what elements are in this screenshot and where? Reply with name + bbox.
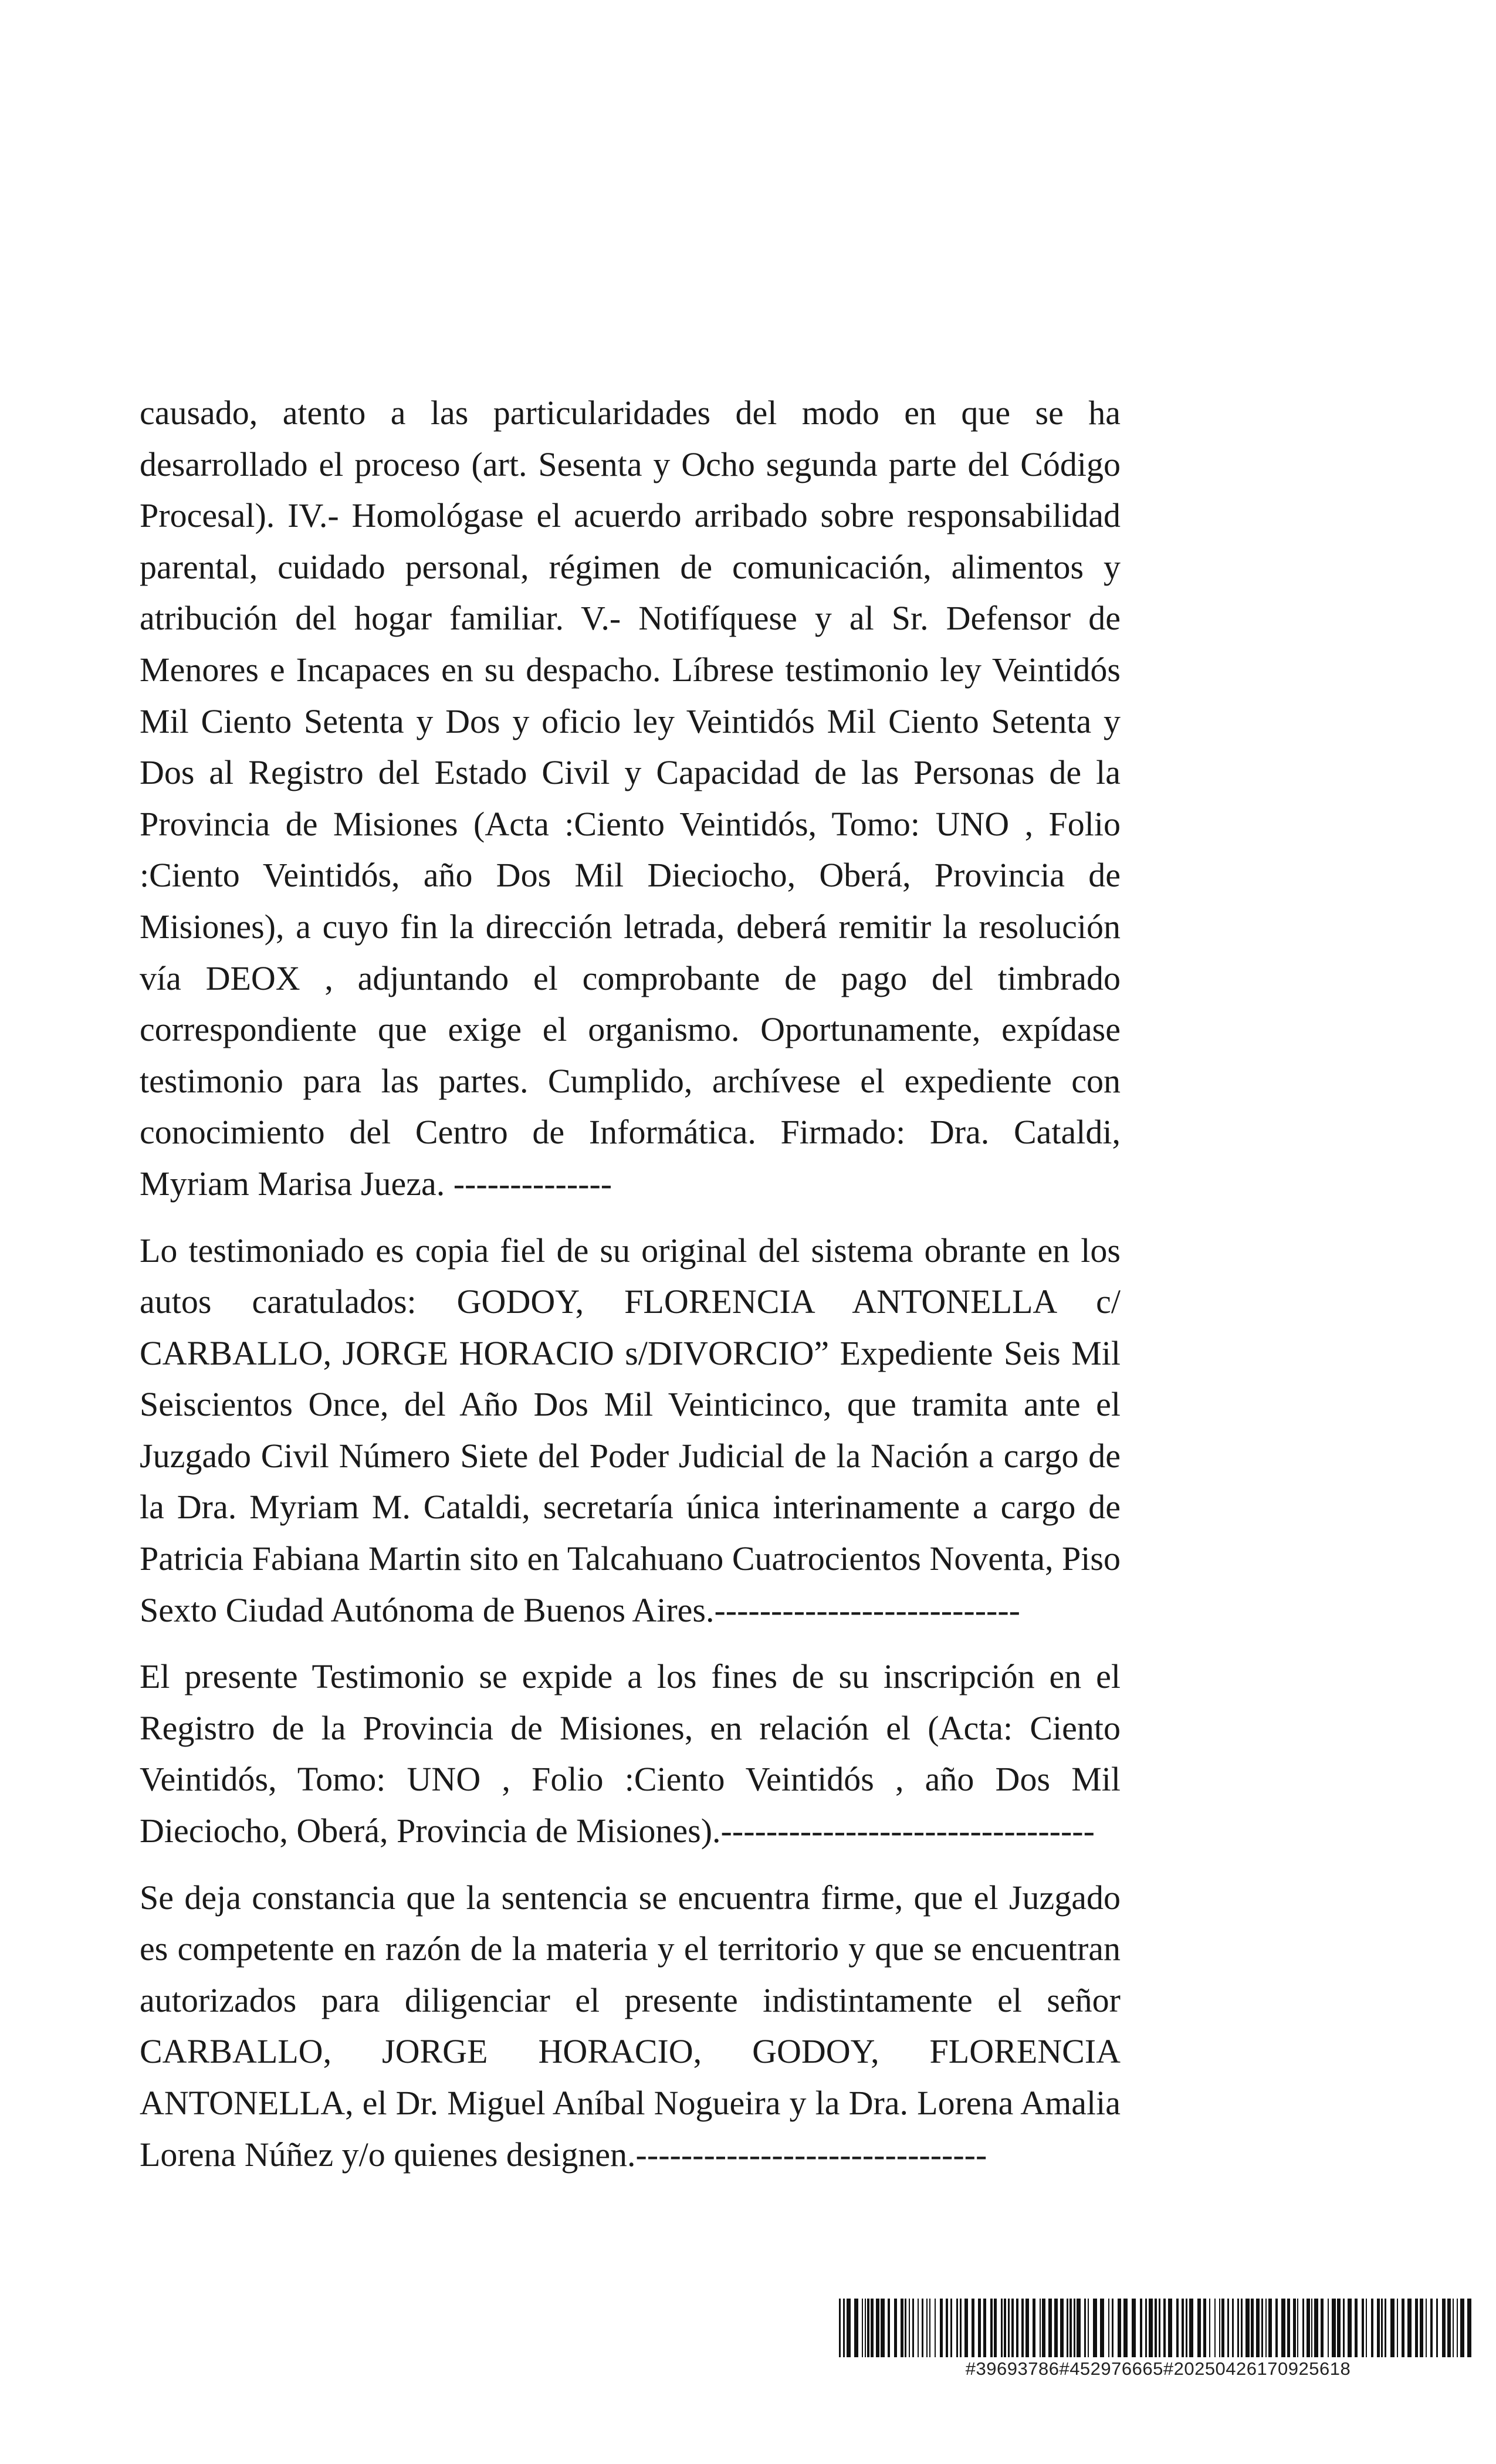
barcode-bar xyxy=(1314,2299,1318,2357)
barcode-bar xyxy=(1311,2299,1312,2357)
paragraph-certification: Lo testimoniado es copia fiel de su original del sistema obrante en los autos caratulados: GODOY, FLORENCIA ANTONELLA c/ CARBALLO, JORGE HORACIO s/DIVORCIO” Expediente Seis Mil Seiscientos Once, del Año Dos Mil Veinticinco, que tramita ante el Juzgado Civil Número Siete del Poder Judicial de la Nación a cargo de la Dra. Myriam M. Cataldi, secretaría única interinamente a cargo de Patricia Fabiana Martin sito en Talcahuano Cuatrocientos Noventa, Piso Sexto Ciudad Autónoma de Buenos Aires.--------------------------- xyxy=(140,1231,1121,1629)
barcode-bar xyxy=(1281,2299,1285,2357)
barcode-bar xyxy=(1219,2299,1220,2357)
barcode-bar xyxy=(1118,2299,1121,2357)
barcode-bar xyxy=(978,2299,981,2357)
barcode-bar xyxy=(1088,2299,1089,2357)
barcode-bar xyxy=(1297,2299,1298,2357)
barcode-bar xyxy=(1377,2299,1380,2357)
barcode-bar xyxy=(940,2299,943,2357)
barcode-bar xyxy=(1366,2299,1367,2357)
barcode-bar xyxy=(1275,2299,1278,2357)
barcode-bar xyxy=(1355,2299,1358,2357)
barcode-bar xyxy=(1457,2299,1458,2357)
barcode-bar xyxy=(1328,2299,1329,2357)
barcode-bar xyxy=(1069,2299,1072,2357)
barcode-bar xyxy=(1033,2299,1035,2357)
barcode-bar xyxy=(865,2299,866,2357)
barcode-bar xyxy=(1048,2299,1052,2357)
barcode-bar xyxy=(839,2299,841,2357)
barcode-bar xyxy=(1241,2299,1243,2357)
barcode-bar xyxy=(1140,2299,1142,2357)
barcode-bar xyxy=(1420,2299,1423,2357)
barcode-bar xyxy=(1232,2299,1234,2357)
barcode-bar xyxy=(1011,2299,1014,2357)
barcode-bar xyxy=(1203,2299,1206,2357)
paragraph-resolution-continuation: causado, atento a las particularidades del modo en que se ha desarrollado el proceso (art. Sesenta y Ocho segunda parte del Código Procesal). IV.- Homológase el acuerdo arribado sobre responsabilidad parental, cuidado personal, régimen de comunicación, alimentos y atribución del hogar familiar. V.- Notifíquese y al Sr. Defensor de Menores e Incapaces en su despacho. Líbrese testimonio ley Veintidós Mil Ciento Setenta y Dos y oficio ley Veintidós Mil Ciento Setenta y Dos al Registro del Estado Civil y Capacidad de las Personas de la Provincia de Misiones (Acta :Ciento Veintidós, Tomo: UNO , Folio :Ciento Veintidós, año Dos Mil Dieciocho, Oberá, Provincia de Misiones), a cuyo fin la dirección letrada, deberá remitir la resolución vía DEOX , adjuntando el comprobante de pago del timbrado correspondiente que exige el organismo. Oportunamente, expídase testimonio para las partes. Cumplido, archívese el expediente con conocimiento del Centro de Informática. Firmado: Dra. Cataldi, Myriam Marisa Jueza. -------------- xyxy=(140,394,1121,1203)
barcode-bar xyxy=(847,2299,851,2357)
barcode-bar xyxy=(1256,2299,1260,2357)
barcode-bar xyxy=(1008,2299,1010,2357)
barcode-bar xyxy=(1025,2299,1029,2357)
document-barcode xyxy=(835,2299,1481,2381)
barcode-bar xyxy=(1426,2299,1427,2357)
barcode-bar xyxy=(1343,2299,1345,2357)
barcode-bar xyxy=(935,2299,936,2357)
paragraph-registration-purpose: El presente Testimonio se expide a los fines de su inscripción en el Registro de la Provincia de Misiones, en relación el (Acta: Ciento Veintidós, Tomo: UNO , Folio :Ciento Veintidós , año Dos Mil Dieciocho, Oberá, Provincia de Misiones).--------------------------------- xyxy=(140,1657,1121,1850)
barcode-bar xyxy=(972,2299,974,2357)
barcode-bar xyxy=(871,2299,874,2357)
barcode-bar xyxy=(854,2299,858,2357)
barcode-bar xyxy=(1021,2299,1024,2357)
barcode-bar xyxy=(1221,2299,1224,2357)
barcode-bar xyxy=(1067,2299,1068,2357)
barcode-bar xyxy=(1163,2299,1166,2357)
barcode-bar xyxy=(1397,2299,1398,2357)
barcode-bar xyxy=(1237,2299,1239,2357)
barcode-bar xyxy=(862,2299,863,2357)
barcode-bar xyxy=(918,2299,919,2357)
barcode-bar xyxy=(1100,2299,1104,2357)
barcode-bar xyxy=(1182,2299,1184,2357)
barcode-bar xyxy=(1381,2299,1383,2357)
barcode-bar xyxy=(876,2299,879,2357)
barcode-bar xyxy=(1112,2299,1113,2357)
barcode-bar xyxy=(983,2299,986,2357)
barcode-bar xyxy=(1227,2299,1229,2357)
barcode-bar xyxy=(1155,2299,1157,2357)
barcode-bar xyxy=(1168,2299,1172,2357)
barcode-bar xyxy=(1149,2299,1153,2357)
barcode-bar xyxy=(1453,2299,1454,2357)
barcode-bar xyxy=(894,2299,897,2357)
barcode-bar xyxy=(994,2299,997,2357)
barcode-bar xyxy=(1430,2299,1433,2357)
barcode-bar xyxy=(1197,2299,1201,2357)
barcode-bar xyxy=(843,2299,845,2357)
barcode-bar xyxy=(909,2299,910,2357)
barcode-bar xyxy=(1245,2299,1250,2357)
barcode-bar xyxy=(1186,2299,1187,2357)
barcode-bar xyxy=(1293,2299,1296,2357)
barcode-bar xyxy=(1302,2299,1304,2357)
barcode-bar xyxy=(1390,2299,1395,2357)
barcode-bar xyxy=(1321,2299,1324,2357)
barcode-bar xyxy=(1265,2299,1267,2357)
barcode-bar xyxy=(1001,2299,1003,2357)
barcode-bar xyxy=(1307,2299,1310,2357)
barcode-bar xyxy=(1460,2299,1464,2357)
barcode-bar xyxy=(1189,2299,1193,2357)
barcode-bar xyxy=(1093,2299,1097,2357)
barcode-bar xyxy=(1415,2299,1418,2357)
barcode-bar xyxy=(946,2299,948,2357)
barcode-bar xyxy=(1371,2299,1373,2357)
barcode-bar xyxy=(901,2299,903,2357)
barcode-bar xyxy=(922,2299,923,2357)
barcode-bar xyxy=(1040,2299,1041,2357)
barcode-bar xyxy=(1447,2299,1451,2357)
barcode-bars xyxy=(839,2299,1474,2357)
barcode-bar xyxy=(1332,2299,1336,2357)
barcode-bar xyxy=(1054,2299,1058,2357)
barcode-bar xyxy=(1077,2299,1081,2357)
barcode-bar xyxy=(1436,2299,1438,2357)
document-body xyxy=(140,387,1121,2195)
barcode-bar xyxy=(905,2299,906,2357)
barcode-bar xyxy=(1268,2299,1272,2357)
barcode-bar xyxy=(1251,2299,1254,2357)
barcode-bar xyxy=(1060,2299,1064,2357)
barcode-bar xyxy=(1123,2299,1128,2357)
barcode-bar xyxy=(960,2299,962,2357)
barcode-bar xyxy=(1159,2299,1160,2357)
barcode-bar xyxy=(1108,2299,1109,2357)
barcode-bar xyxy=(1467,2299,1471,2357)
barcode-bar xyxy=(1042,2299,1045,2357)
barcode-bar xyxy=(956,2299,958,2357)
barcode-bar xyxy=(1348,2299,1352,2357)
barcode-bar xyxy=(1287,2299,1290,2357)
barcode-bar xyxy=(1132,2299,1136,2357)
barcode-bar xyxy=(950,2299,952,2357)
barcode-bar xyxy=(1337,2299,1341,2357)
barcode-bar xyxy=(1362,2299,1364,2357)
barcode-bar xyxy=(1407,2299,1412,2357)
barcode-bar xyxy=(1261,2299,1263,2357)
barcode-bar xyxy=(1074,2299,1075,2357)
barcode-bar xyxy=(867,2299,869,2357)
barcode-bar xyxy=(1402,2299,1404,2357)
barcode-bar xyxy=(990,2299,993,2357)
paragraph-authorization: Se deja constancia que la sentencia se encuentra firme, que el Juzgado es competente en razón de la materia y el territorio y que se encuentran autorizados para diligenciar el presente indistintamente el señor CARBALLO, JORGE HORACIO, GODOY, FLORENCIA ANTONELLA, el Dr. Miguel Aníbal Nogueira y la Dra. Lorena Amalia Lorena Núñez y/o quienes designen.------------------------------- xyxy=(140,1878,1121,2174)
barcode-bar xyxy=(1084,2299,1086,2357)
barcode-bar xyxy=(881,2299,885,2357)
barcode-number: #39693786#452976665#20250426170925618 xyxy=(965,2358,1351,2379)
barcode-bar xyxy=(1442,2299,1446,2357)
barcode-bar xyxy=(1145,2299,1147,2357)
barcode-bar xyxy=(888,2299,890,2357)
barcode-bar xyxy=(1016,2299,1018,2357)
barcode-bar xyxy=(1004,2299,1006,2357)
barcode-bar xyxy=(929,2299,930,2357)
barcode-bar xyxy=(964,2299,968,2357)
barcode-bar xyxy=(1209,2299,1210,2357)
barcode-bar xyxy=(1214,2299,1216,2357)
barcode-bar xyxy=(926,2299,928,2357)
barcode-bar xyxy=(1385,2299,1386,2357)
barcode-bar xyxy=(1176,2299,1179,2357)
barcode-bar xyxy=(912,2299,914,2357)
